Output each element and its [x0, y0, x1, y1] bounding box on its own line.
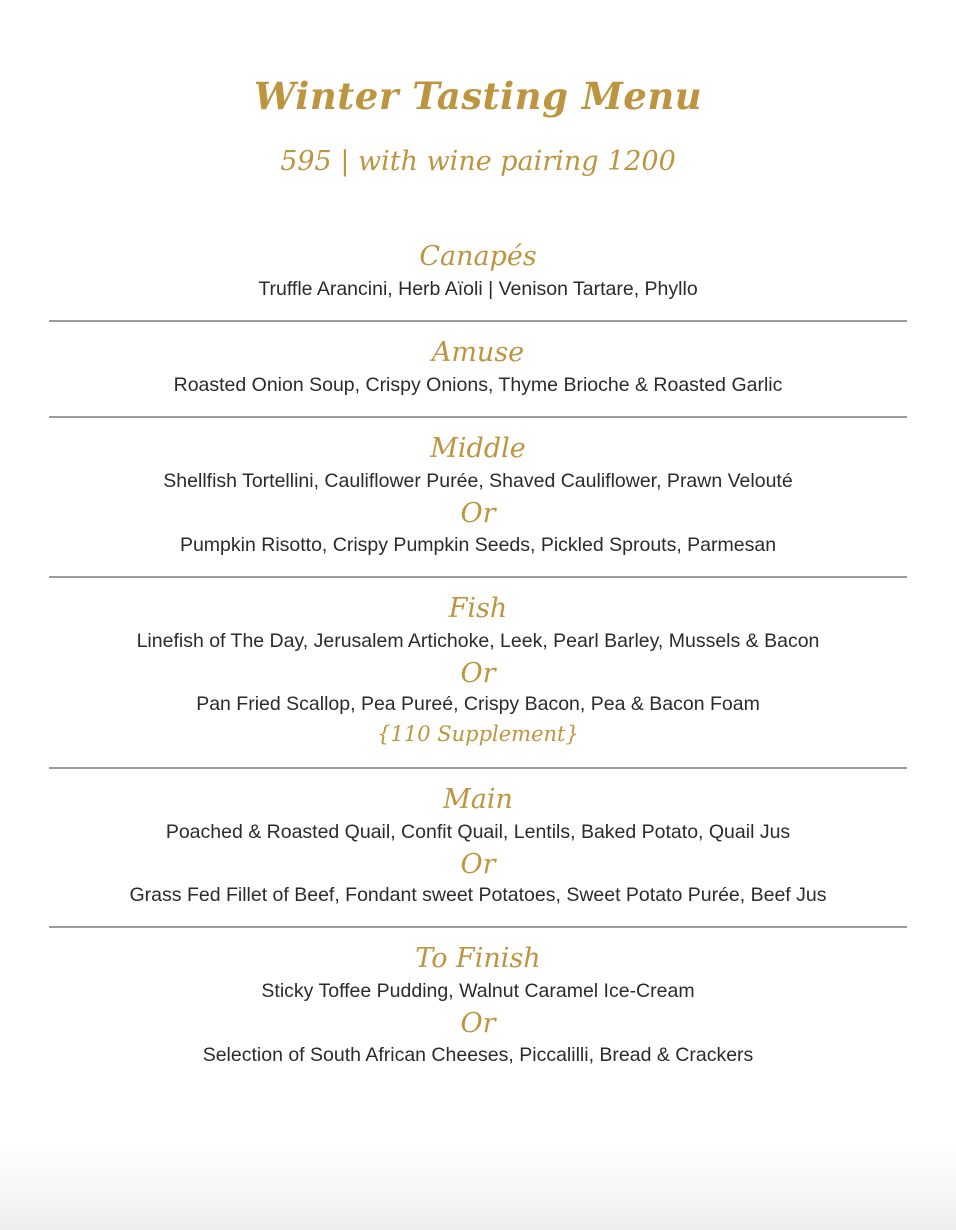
menu-section-to-finish [0, 943, 956, 1067]
dish-line: Shellfish Tortellini, Cauliflower Purée, Shaved Cauliflower, Prawn Velouté [163, 469, 793, 492]
page-title: Winter Tasting Menu [253, 74, 703, 118]
section-heading: Fish [448, 592, 508, 624]
dish-line: Grass Fed Fillet of Beef, Fondant sweet Potatoes, Sweet Potato Purée, Beef Jus [129, 884, 827, 907]
menu-section-canapes [0, 241, 956, 301]
section-divider [49, 576, 907, 578]
menu-section-fish [0, 593, 956, 748]
section-heading: Middle [430, 432, 526, 464]
section-heading: Amuse [431, 336, 525, 368]
dish-line: Pumpkin Risotto, Crispy Pumpkin Seeds, Pickled Sprouts, Parmesan [179, 533, 777, 556]
dish-line: Sticky Toffee Pudding, Walnut Caramel Ice-Cream [261, 980, 695, 1003]
dish-line: Truffle Arancini, Herb Aïoli | Venison Tartare, Phyllo [258, 277, 698, 300]
section-divider [49, 767, 907, 769]
menu-sections [0, 241, 956, 1067]
menu-section-middle [0, 433, 956, 557]
menu-section-amuse [0, 337, 956, 397]
dish-line: Roasted Onion Soup, Crispy Onions, Thyme Brioche & Roasted Garlic [173, 373, 783, 396]
menu-section-main [0, 784, 956, 908]
section-divider [49, 926, 907, 928]
section-heading: To Finish [415, 943, 541, 975]
section-heading: Main [443, 783, 513, 815]
dish-line: Poached & Roasted Quail, Confit Quail, Lentils, Baked Potato, Quail Jus [165, 820, 791, 843]
or-label: Or [460, 1008, 496, 1040]
section-divider [49, 320, 907, 322]
menu-price-subtitle: 595 | with wine pairing 1200 [280, 146, 676, 178]
dish-line: Selection of South African Cheeses, Piccalilli, Bread & Crackers [202, 1044, 754, 1066]
dish-line: Pan Fried Scallop, Pea Pureé, Crispy Bacon, Pea & Bacon Foam [196, 693, 760, 716]
section-divider [49, 416, 907, 418]
or-label: Or [460, 848, 496, 880]
or-label: Or [460, 657, 496, 689]
supplement-note: {110 Supplement} [377, 722, 579, 747]
dish-line: Linefish of The Day, Jerusalem Artichoke, Leek, Pearl Barley, Mussels & Bacon [136, 629, 820, 652]
or-label: Or [460, 497, 496, 529]
section-heading: Canapés [419, 240, 537, 272]
